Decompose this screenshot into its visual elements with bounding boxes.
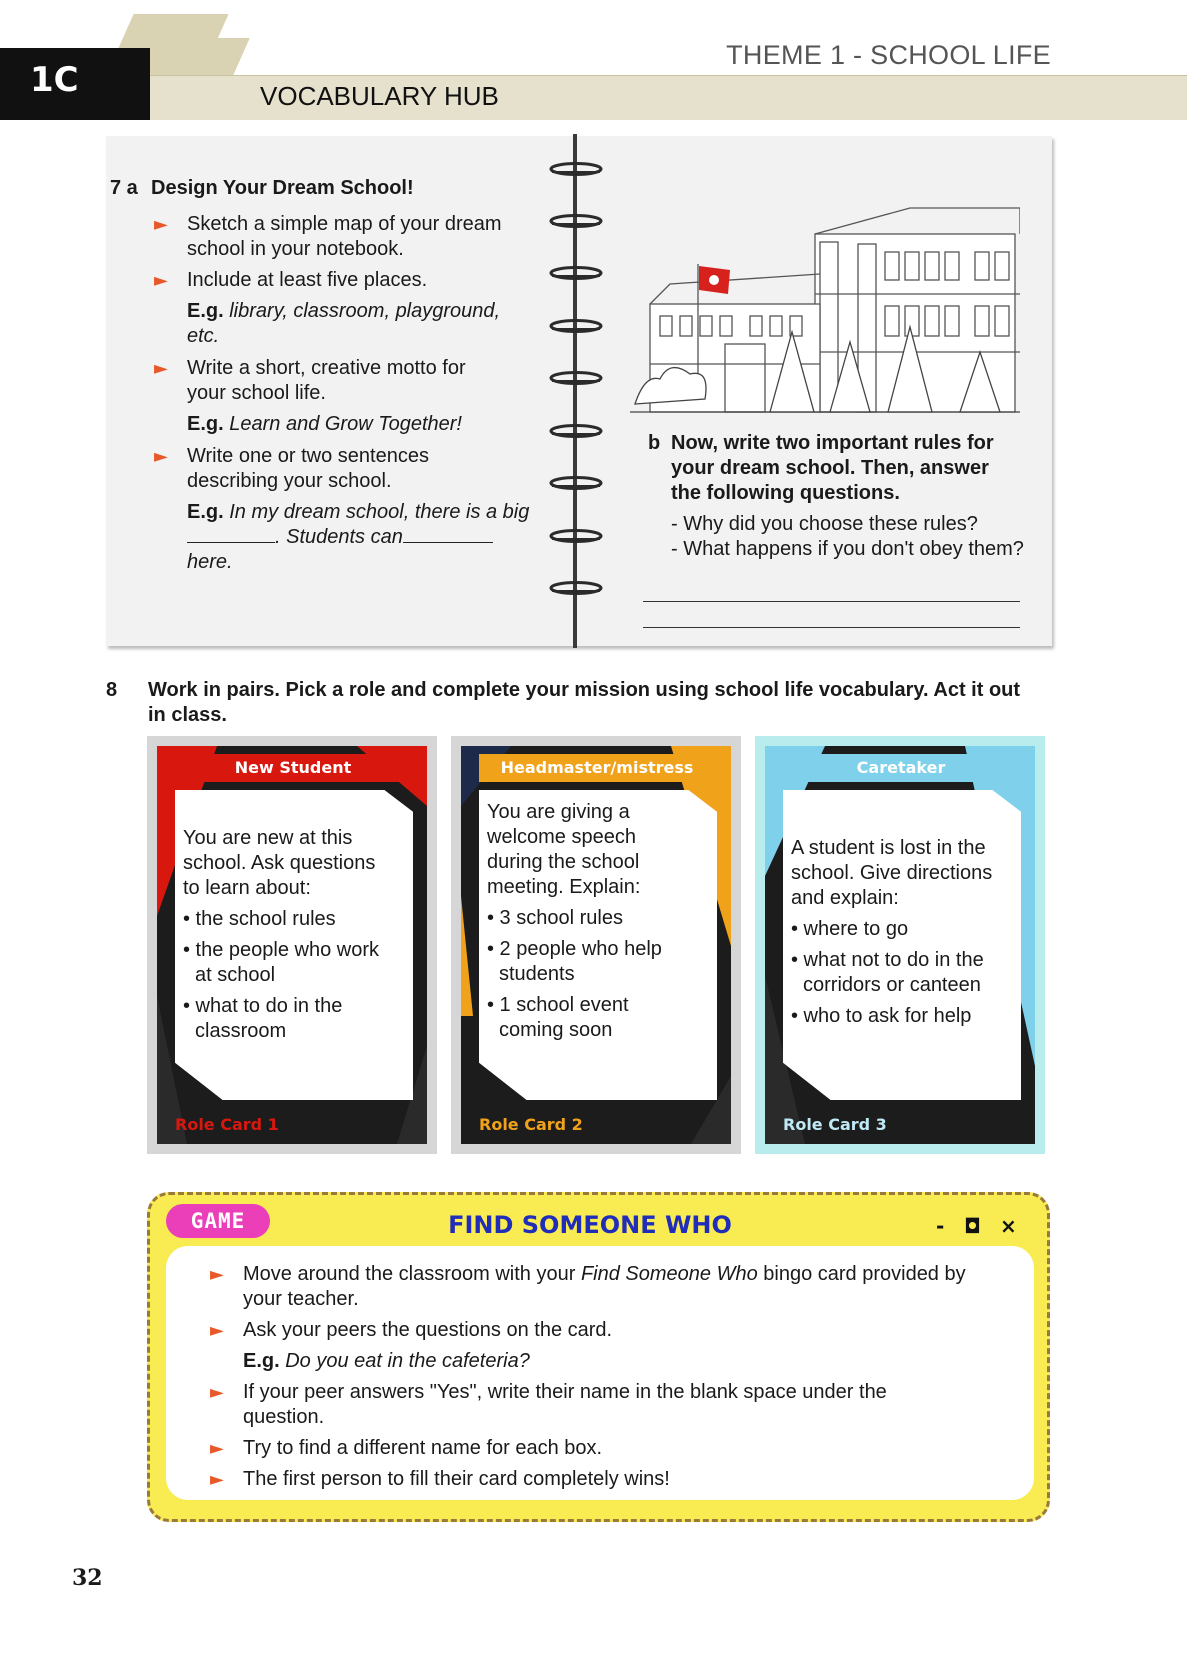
close-icon: × xyxy=(1000,1214,1017,1238)
fill-in-blank xyxy=(403,525,493,543)
example-line: here. xyxy=(187,551,233,573)
card-footer: Role Card 2 xyxy=(479,1115,583,1134)
card-body xyxy=(461,746,731,1144)
question-line: - What happens if you don't obey them? xyxy=(671,538,1024,560)
game-instruction: If your peer answers "Yes", write their name in the blank space under the xyxy=(243,1381,887,1403)
card-text: You are new at this school. Ask questions to learn about: • the school rules • the people who work at school • what to do in the classroom xyxy=(183,827,380,1042)
example-line: etc. xyxy=(187,325,220,347)
question-line: - Why did you choose these rules? xyxy=(671,513,978,535)
card-tab: Headmaster/mistress xyxy=(479,754,715,782)
spiral-ring-icon xyxy=(548,318,604,334)
instruction-line: Now, write two important rules for xyxy=(671,432,994,454)
exercise-title: Design Your Dream School! xyxy=(151,177,414,199)
card-tab: Caretaker xyxy=(783,754,1019,782)
instruction-line: Include at least five places. xyxy=(187,269,428,291)
example-line: . Students can xyxy=(187,525,493,550)
game-instruction: question. xyxy=(243,1406,325,1428)
part-label: b xyxy=(648,432,661,454)
exercise-number: 8 xyxy=(106,679,118,701)
game-badge: GAME xyxy=(166,1204,270,1238)
game-title: FIND SOMEONE WHO xyxy=(448,1211,732,1239)
game-instruction: The first person to fill their card completely wins! xyxy=(243,1468,670,1490)
card-footer: Role Card 1 xyxy=(175,1115,279,1134)
writing-line[interactable] xyxy=(643,627,1020,628)
school-building-illustration xyxy=(630,204,1020,414)
card-tab: New Student xyxy=(175,754,411,782)
notebook-spine xyxy=(573,134,577,648)
arrow-bullet-icon: ► xyxy=(210,1264,224,1285)
instruction-line: the following questions. xyxy=(671,482,900,504)
arrow-bullet-icon: ► xyxy=(210,1438,224,1459)
example-line: E.g. Do you eat in the cafeteria? xyxy=(243,1350,530,1372)
game-instruction: your teacher. xyxy=(243,1288,359,1310)
arrow-bullet-icon: ► xyxy=(210,1320,224,1341)
game-instruction: Ask your peers the questions on the card. xyxy=(243,1319,613,1341)
theme-title: THEME 1 - SCHOOL LIFE xyxy=(726,40,1051,70)
card-body xyxy=(157,746,427,1144)
role-card-headmaster xyxy=(451,736,741,1154)
role-card-caretaker xyxy=(755,736,1045,1154)
arrow-bullet-icon: ► xyxy=(154,446,168,467)
example-line: E.g. library, classroom, playground, xyxy=(187,300,501,322)
game-instruction: Move around the classroom with your Find Someone Who bingo card provided by xyxy=(243,1263,966,1285)
exercise-number: 7 a xyxy=(110,177,138,199)
arrow-bullet-icon: ► xyxy=(210,1469,224,1490)
spiral-ring-icon xyxy=(548,475,604,491)
instruction-line: in class. xyxy=(148,704,227,726)
arrow-bullet-icon: ► xyxy=(154,358,168,379)
game-instruction: Try to find a different name for each box. xyxy=(243,1437,603,1459)
spiral-ring-icon xyxy=(548,528,604,544)
instruction-line: Write one or two sentences xyxy=(187,445,429,467)
example-line: E.g. In my dream school, there is a big xyxy=(187,501,530,523)
writing-line[interactable] xyxy=(643,601,1020,602)
card-text: You are giving a welcome speech during the school meeting. Explain: • 3 school rules • 2 people who help students • 1 school event coming soon xyxy=(487,801,662,1041)
spiral-ring-icon xyxy=(548,161,604,177)
minimize-icon: - xyxy=(936,1214,945,1238)
page-number: 32 xyxy=(72,1565,103,1591)
card-footer: Role Card 3 xyxy=(783,1115,887,1134)
section-title: VOCABULARY HUB xyxy=(260,81,499,111)
spiral-ring-icon xyxy=(548,423,604,439)
instruction-line: Write a short, creative motto for xyxy=(187,357,466,379)
spiral-ring-icon xyxy=(548,370,604,386)
instruction-line: Sketch a simple map of your dream xyxy=(187,213,502,235)
instruction-line: Work in pairs. Pick a role and complete your mission using school life vocabulary. Act it out xyxy=(148,679,1021,701)
card-text: A student is lost in the school. Give directions and explain: • where to go • what not to do in the corridors or canteen • who to ask for help xyxy=(791,837,993,1027)
spiral-ring-icon xyxy=(548,265,604,281)
spiral-ring-icon xyxy=(548,580,604,596)
role-card-new-student xyxy=(147,736,437,1154)
spiral-ring-icon xyxy=(548,213,604,229)
maximize-icon: ◘ xyxy=(964,1214,981,1238)
unit-label: 1C xyxy=(30,60,79,100)
arrow-bullet-icon: ► xyxy=(154,214,168,235)
instruction-line: your dream school. Then, answer xyxy=(671,457,989,479)
instruction-line: your school life. xyxy=(187,382,326,404)
arrow-bullet-icon: ► xyxy=(154,270,168,291)
card-body xyxy=(765,746,1035,1144)
example-line: E.g. Learn and Grow Together! xyxy=(187,413,462,435)
fill-in-blank xyxy=(187,525,275,543)
instruction-line: describing your school. xyxy=(187,470,392,492)
instruction-line: school in your notebook. xyxy=(187,238,404,260)
arrow-bullet-icon: ► xyxy=(210,1382,224,1403)
